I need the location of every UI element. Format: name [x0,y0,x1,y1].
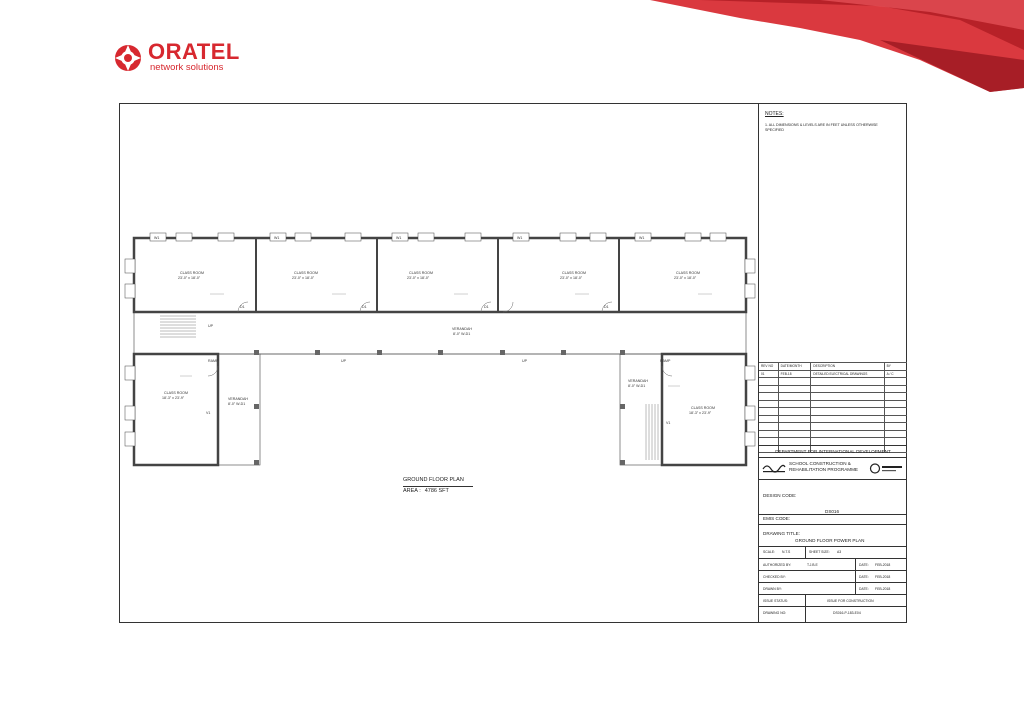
door-label: D1 [484,305,489,309]
window-label: W1 [396,236,402,240]
drawing-title-value: GROUND FLOOR POWER PLAN [795,538,865,543]
room-dims-2: 23'-0" x 18'-0" [292,276,315,280]
notes-heading: NOTES: [765,111,784,117]
brand-name: ORATEL [148,39,240,64]
room-label-4: CLASS ROOM [562,271,586,275]
title-block-divider [759,606,907,607]
plan-area-label: AREA : [403,488,421,494]
title-block-divider [759,514,907,515]
left-verandah-outline [218,354,260,465]
revision-row-empty [759,423,907,431]
verandah-right-label: VERANDAH [628,379,648,383]
programme-name [789,461,867,473]
revision-row [759,371,907,379]
scale-label: SCALE: [763,550,776,554]
verandah-center-label: VERANDAH [452,327,472,331]
title-block-divider [759,524,907,525]
window-label: W1 [154,236,160,240]
title-block-divider [759,570,907,571]
title-block-column-divider [805,546,806,558]
up-label-3: UP [522,359,527,363]
date-label-3: DATE: [859,587,869,591]
notes-item: 1. ALL DIMENSIONS & LEVELS ARE IN FEET UNLESS OTHERWISE SPECIFIED [765,123,878,132]
revision-row-empty [759,431,907,439]
revision-row-empty [759,378,907,386]
door-label: D1 [362,305,367,309]
revision-row-empty [759,416,907,424]
title-block [758,104,907,622]
room-label-left: CLASS ROOM [164,391,188,395]
room-dims-3: 23'-0" x 18'-0" [407,276,430,280]
left-classroom-outline [134,354,218,465]
sheet-size-value: A3 [837,550,842,554]
top-block-outline [134,238,746,312]
room-dims-5: 23'-0" x 18'-0" [674,276,697,280]
ventilator-label: V1 [206,411,211,415]
up-label-1: UP [208,324,213,328]
title-block-column-divider [805,594,806,622]
rev-cell: 01 [759,371,779,378]
title-block-divider [759,445,907,446]
revision-header-row [759,362,907,371]
ramp-label-left: RAMP [208,359,219,363]
logo-mark-icon [113,43,143,73]
room-label-3: CLASS ROOM [409,271,433,275]
plan-area [403,486,473,494]
verandah-left-dims: 8'-0" W-D1 [228,402,246,406]
rev-cell: FEB-18 [779,371,812,378]
room-label-1: CLASS ROOM [180,271,204,275]
verandah-right-dims: 8'-0" W-D1 [628,384,646,388]
rev-header-desc: DESCRIPTION [811,363,884,370]
client-name: DEPARTMENT FOR INTERNATIONAL DEVELOPMENT [775,449,891,454]
revision-row-empty [759,401,907,409]
rev-header-by: BY [886,364,891,368]
rev-header-no: REV NO [759,363,779,370]
door-label: D1 [240,305,245,309]
room-dims-right: 18'-3" x 23'-9" [689,411,712,415]
window-label: W1 [639,236,645,240]
contractor-logo-icon [869,462,905,475]
design-code-label: DESIGN CODE: [763,493,797,498]
room-label-5: CLASS ROOM [676,271,700,275]
columns [254,350,625,465]
title-block-divider [759,594,907,595]
authorized-label: AUTHORIZED BY: [763,563,792,567]
design-code-value: DS016 [825,509,840,514]
issue-status-value: ISSUE FOR CONSTRUCTION [827,599,874,603]
revision-table [759,362,907,453]
title-block-divider [759,479,907,480]
ventilator-label: V1 [666,421,671,425]
programme-logo-icon [761,461,787,475]
right-verandah-outline [620,354,662,465]
rev-cell: A / C [886,371,894,376]
drawing-title-label: DRAWING TITLE: [763,531,801,536]
title-block-divider [759,558,907,559]
revision-row-empty [759,386,907,394]
plan-area-value: 4786 SFT [424,488,449,494]
title-block-divider [759,582,907,583]
sheet-size-label: SHEET SIZE: [809,550,830,554]
rev-cell: DETAILED ELECTRICAL DRAWINGS [811,371,884,378]
programme-line-2: REHABILITATION PROGRAMME [789,466,858,472]
title-block-column-divider [855,558,856,594]
programme-line-1: SCHOOL CONSTRUCTION & [789,461,851,466]
title-block-divider [759,546,907,547]
brand-tagline: network solutions [150,62,224,73]
room-dims-left: 18'-3" x 23'-9" [162,396,185,400]
window-label: W1 [274,236,280,240]
room-dims-1: 23'-0" x 18'-0" [178,276,201,280]
drawing-no-label: DRAWING NO: [763,611,787,615]
window-label: W1 [517,236,523,240]
drawn-label: DRAWN BY: [763,587,782,591]
date-value-2: FEB-2018 [875,575,891,579]
revision-row-empty [759,393,907,401]
room-label-2: CLASS ROOM [294,271,318,275]
checked-label: CHECKED BY: [763,575,786,579]
date-label-2: DATE: [859,575,869,579]
floor-plan-diagram [120,104,758,622]
door-label: D1 [604,305,609,309]
emis-code-label: EMIS CODE: [763,516,791,521]
verandah-left-label: VERANDAH [228,397,248,401]
rev-header-date: DATE/MONTH [779,363,812,370]
plan-title: GROUND FLOOR PLAN [403,477,464,483]
revision-row-empty [759,408,907,416]
authorized-value: T.J.B.E [807,563,818,567]
verandah-outline [134,312,746,354]
date-value-3: FEB-2018 [875,587,891,591]
title-block-divider [759,457,907,458]
brand-logo [113,40,243,76]
stair-left [160,316,196,337]
date-label-1: DATE: [859,563,869,567]
ramp-label-right: RAMP [660,359,671,363]
issue-status-label: ISSUE STATUS: [763,599,788,603]
room-dims-4: 23'-0" x 18'-0" [560,276,583,280]
verandah-center-dims: 8'-0" W-D1 [453,332,471,336]
stair-right [646,404,658,460]
drawing-no-value: DS016-P-183-E04 [833,611,861,615]
scale-value: N.T.S [782,550,791,554]
room-label-right: CLASS ROOM [691,406,715,410]
up-label-2: UP [341,359,346,363]
drawing-sheet [119,103,907,623]
date-value-1: FEB-2018 [875,563,891,567]
